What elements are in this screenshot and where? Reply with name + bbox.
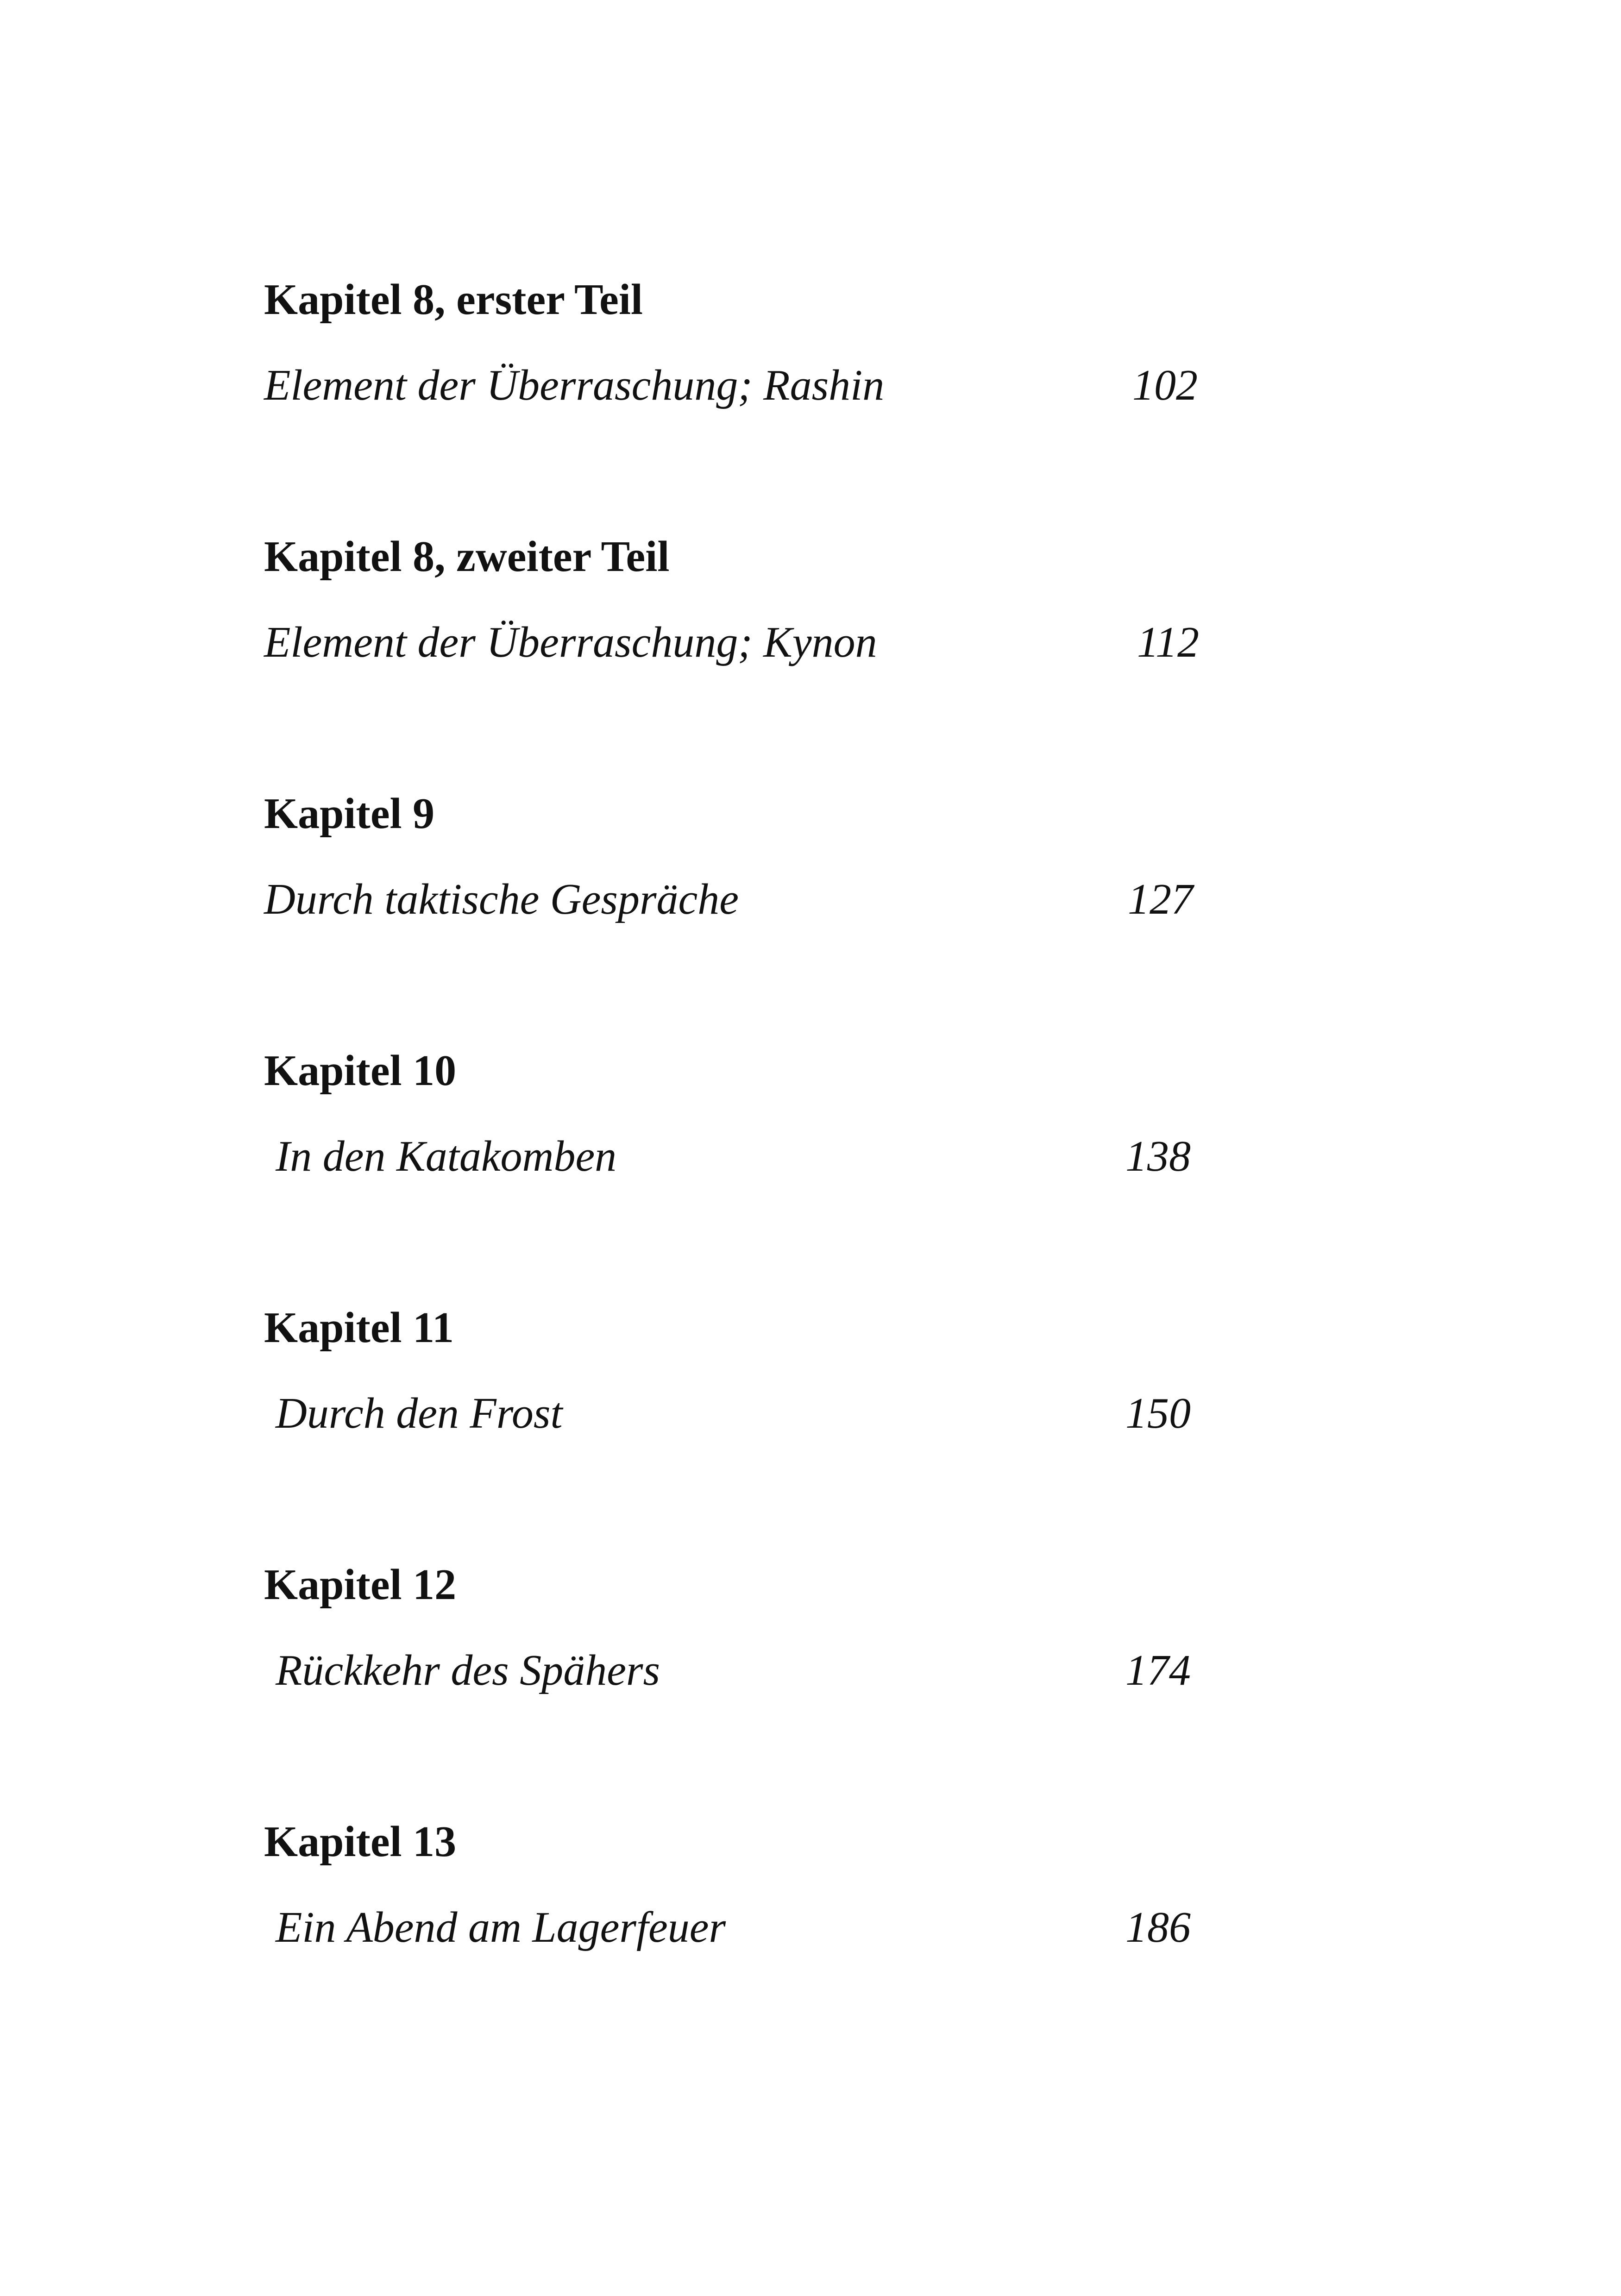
chapter-subtitle: In den Katakomben: [276, 1132, 617, 1180]
chapter-heading: Kapitel 8, zweiter Teil: [264, 533, 670, 581]
chapter-heading: Kapitel 9: [264, 790, 435, 838]
page-number: 112: [1137, 618, 1200, 666]
page-number: 138: [1125, 1132, 1191, 1180]
page-number: 127: [1128, 875, 1193, 923]
chapter-heading: Kapitel 8, erster Teil: [264, 276, 643, 324]
chapter-subtitle: Ein Abend am Lagerfeuer: [276, 1903, 726, 1951]
chapter-subtitle: Durch taktische Gespräche: [264, 875, 739, 923]
chapter-heading: Kapitel 12: [264, 1561, 457, 1609]
chapter-heading: Kapitel 13: [264, 1818, 457, 1866]
chapter-subtitle: Element der Überraschung; Rashin: [264, 361, 885, 409]
chapter-subtitle: Element der Überraschung; Kynon: [264, 618, 877, 666]
page-number: 186: [1125, 1903, 1191, 1951]
chapter-subtitle: Durch den Frost: [276, 1389, 563, 1437]
chapter-subtitle: Rückkehr des Spähers: [276, 1646, 660, 1694]
chapter-heading: Kapitel 10: [264, 1047, 457, 1095]
page-number: 174: [1125, 1646, 1191, 1694]
page-number: 102: [1132, 361, 1198, 409]
chapter-heading: Kapitel 11: [264, 1304, 454, 1352]
page-number: 150: [1125, 1389, 1191, 1437]
